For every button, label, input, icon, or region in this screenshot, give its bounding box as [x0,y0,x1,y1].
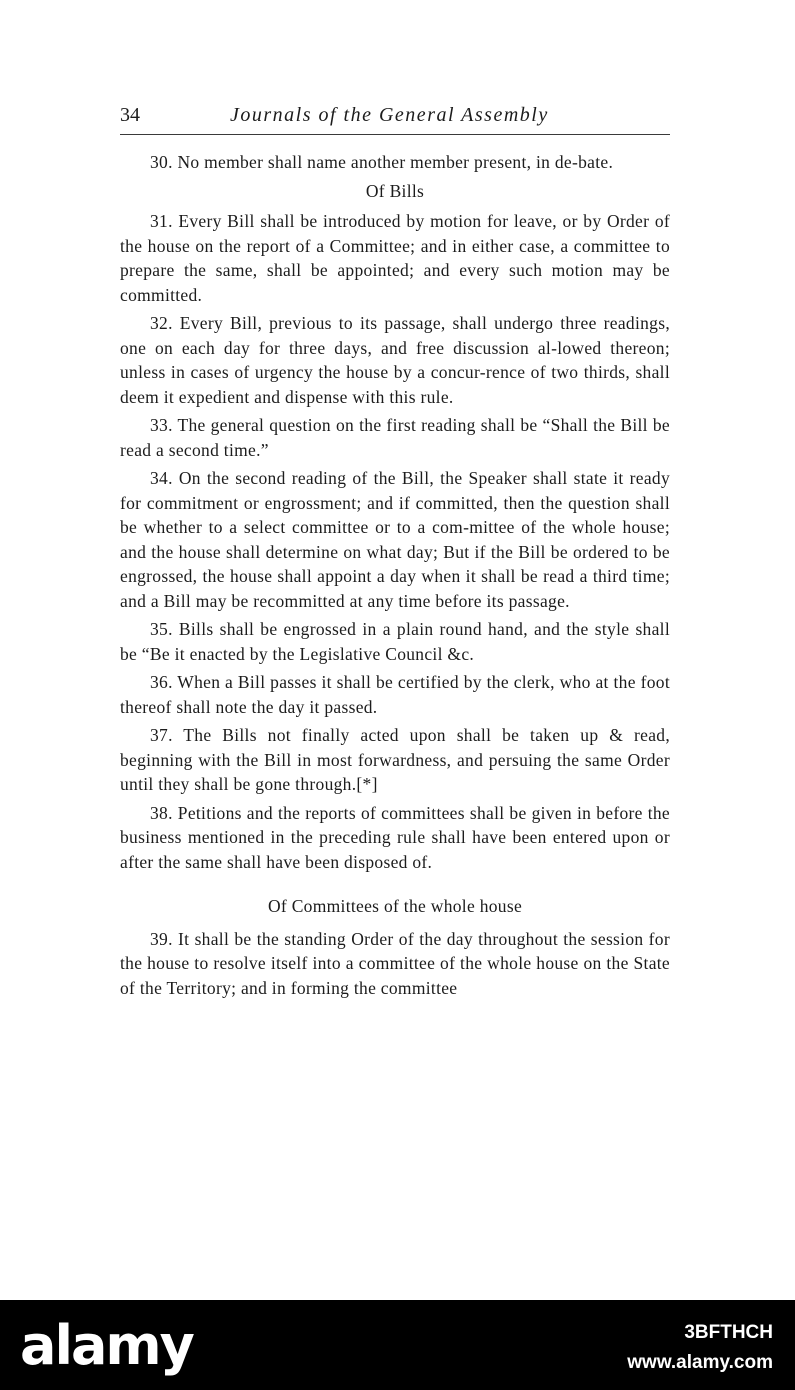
rule-31: 31. Every Bill shall be introduced by motion for leave, or by Order of the house on the report of a Committee; and in either case, a committee to prepare the same, shall be appointed; and every such motion may be committed. [120,211,670,305]
page-number: 34 [120,104,140,126]
rule-34: 34. On the second reading of the Bill, the Speaker shall state it ready for commitment or engrossment; and if committed, then the question shall be whether to a select committee or to a com-mittee of the whole house; and the house shall determine on what day; But if the Bill be ordered to be engrossed, the house shall appoint a day when it shall be read a third time; and a Bill may be recommitted at any time before its passage. [120,468,670,611]
watermark-banner [0,1300,795,1390]
rule-32: 32. Every Bill, previous to its passage, shall undergo three readings, one on each day for three days, and free discussion al-lowed thereon; unless in cases of urgency the house by a concur-rence of two thirds, shall deem it expedient and dispense with this rule. [120,313,670,407]
rule-30: 30. No member shall name another member present, in de-bate. [150,152,614,172]
section-heading-bills: Of Bills [365,180,425,201]
watermark-url: www.alamy.com [627,1352,773,1373]
rule-38: 38. Petitions and the reports of committees shall be given in before the business mentioned in the preceding rule shall have been entered upon or after the same shall have been disposed of. [120,802,670,872]
rule-39: 39. It shall be the standing Order of the day throughout the session for the house to resolve itself into a committee of the whole house on the State of the Territory; and in forming the committee [120,928,670,998]
image-id: 3BFTHCH [684,1322,773,1343]
alamy-logo: alamy [20,1314,193,1377]
body-text [120,150,670,1004]
rule-33: 33. The general question on the first reading shall be “Shall the Bill be read a second time.” [120,415,670,460]
rule-37: 37. The Bills not finally acted upon shall be taken up & read, beginning with the Bill in most forwardness, and persuing the same Order until they shall be gone through.[*] [120,725,670,794]
rule-36: 36. When a Bill passes it shall be certified by the clerk, who at the foot thereof shall note the day it passed. [120,672,670,717]
page-header [120,100,670,135]
rule-35: 35. Bills shall be engrossed in a plain round hand, and the style shall be “Be it enacted by the Legislative Council &c. [120,619,670,664]
section-heading-committees: Of Committees of the whole house [267,896,523,916]
running-head: Journals of the General Assembly [230,104,549,126]
